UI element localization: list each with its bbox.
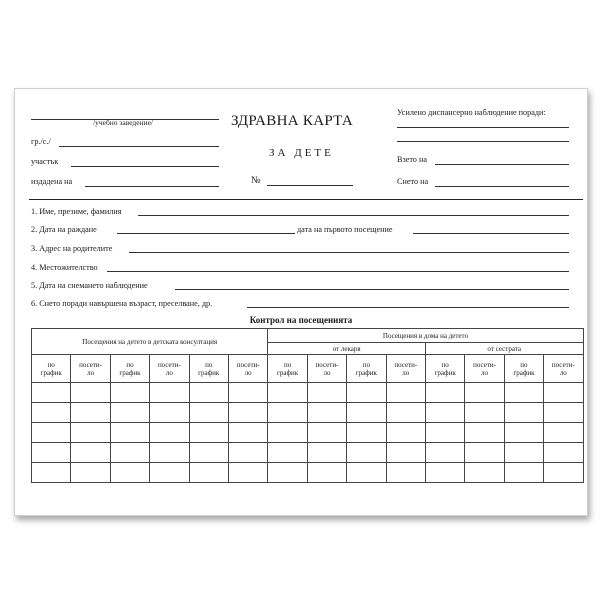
- table-cell[interactable]: [71, 383, 110, 403]
- table-cell[interactable]: [504, 403, 543, 423]
- table-cell[interactable]: [425, 443, 464, 463]
- table-cell[interactable]: [544, 423, 583, 443]
- table-cell[interactable]: [504, 383, 543, 403]
- table-cell[interactable]: [71, 443, 110, 463]
- table-cell[interactable]: [386, 423, 425, 443]
- table-cell[interactable]: [32, 443, 71, 463]
- table-cell[interactable]: [307, 463, 346, 483]
- institution-caption: /учебно заведение/: [93, 118, 154, 127]
- subheader-row: [32, 355, 584, 383]
- table-cell[interactable]: [32, 423, 71, 443]
- table-cell[interactable]: [425, 463, 464, 483]
- table-cell[interactable]: [386, 463, 425, 483]
- table-cell[interactable]: [268, 463, 307, 483]
- table-cell[interactable]: [71, 463, 110, 483]
- table-cell[interactable]: [110, 423, 149, 443]
- table-cell[interactable]: [307, 423, 346, 443]
- district-line[interactable]: [71, 166, 219, 167]
- number-line[interactable]: [267, 185, 353, 186]
- table-cell[interactable]: [544, 443, 583, 463]
- table-row: [32, 463, 584, 483]
- col-scheduled: по график: [347, 355, 386, 383]
- visit-rows: [32, 383, 584, 483]
- field-removal-date-label: 5. Дата на снемането наблюдение: [31, 281, 148, 290]
- table-cell[interactable]: [189, 403, 228, 423]
- field-first-visit-label: дата на първото посещение: [297, 225, 393, 234]
- table-cell[interactable]: [425, 403, 464, 423]
- table-row: [32, 403, 584, 423]
- field-address-label: 3. Адрес на родителите: [31, 244, 113, 253]
- table-cell[interactable]: [150, 463, 189, 483]
- table-cell[interactable]: [307, 443, 346, 463]
- field-residence-line[interactable]: [107, 271, 569, 272]
- dispanser-line-1[interactable]: [397, 127, 569, 128]
- table-row: [32, 443, 584, 463]
- field-removal-date-line[interactable]: [175, 289, 569, 290]
- field-first-visit-line[interactable]: [413, 233, 569, 234]
- field-address-line[interactable]: [129, 252, 569, 253]
- table-cell[interactable]: [228, 383, 267, 403]
- table-cell[interactable]: [189, 423, 228, 443]
- col-visited: посети- ло: [228, 355, 267, 383]
- col-visited: посети- ло: [544, 355, 583, 383]
- table-cell[interactable]: [71, 423, 110, 443]
- table-cell[interactable]: [386, 403, 425, 423]
- table-cell[interactable]: [228, 463, 267, 483]
- table-cell[interactable]: [465, 463, 504, 483]
- table-cell[interactable]: [347, 403, 386, 423]
- table-cell[interactable]: [150, 443, 189, 463]
- col-scheduled: по график: [32, 355, 71, 383]
- table-cell[interactable]: [347, 443, 386, 463]
- issued-line[interactable]: [85, 186, 219, 187]
- field-name-label: 1. Име, презиме, фамилия: [31, 207, 122, 216]
- number-label: №: [251, 175, 261, 186]
- table-cell[interactable]: [544, 403, 583, 423]
- doctor-visits-header: от лекаря: [268, 343, 426, 355]
- table-cell[interactable]: [268, 443, 307, 463]
- table-cell[interactable]: [386, 443, 425, 463]
- field-residence-label: 4. Местожителство: [31, 263, 98, 272]
- table-cell[interactable]: [504, 463, 543, 483]
- dispanser-label: Усилено диспансерно наблюдение поради:: [397, 108, 546, 117]
- field-birthdate-line[interactable]: [117, 233, 295, 234]
- table-cell[interactable]: [504, 443, 543, 463]
- table-cell[interactable]: [110, 383, 149, 403]
- table-cell[interactable]: [71, 403, 110, 423]
- taken-label: Взето на: [397, 155, 427, 164]
- consult-visits-header: Посещения на детето в детската консултация: [32, 329, 268, 355]
- table-cell[interactable]: [425, 423, 464, 443]
- dispanser-line-2[interactable]: [397, 141, 569, 142]
- removed-line[interactable]: [435, 186, 569, 187]
- table-cell[interactable]: [465, 383, 504, 403]
- table-cell[interactable]: [110, 403, 149, 423]
- table-row: [32, 383, 584, 403]
- col-visited: посети- ло: [71, 355, 110, 383]
- table-cell[interactable]: [307, 383, 346, 403]
- table-cell[interactable]: [268, 383, 307, 403]
- col-visited: посети- ло: [465, 355, 504, 383]
- col-scheduled: по график: [110, 355, 149, 383]
- taken-line[interactable]: [435, 164, 569, 165]
- table-cell[interactable]: [228, 443, 267, 463]
- col-visited: посети- ло: [307, 355, 346, 383]
- table-cell[interactable]: [150, 403, 189, 423]
- city-label: гр./с./: [31, 137, 51, 146]
- nurse-visits-header: от сестрата: [425, 343, 583, 355]
- table-cell[interactable]: [110, 443, 149, 463]
- table-cell[interactable]: [189, 383, 228, 403]
- table-cell[interactable]: [32, 383, 71, 403]
- col-scheduled: по график: [268, 355, 307, 383]
- removed-label: Снето на: [397, 177, 429, 186]
- visits-table-caption: Контрол на посещенията: [249, 315, 353, 325]
- table-cell[interactable]: [504, 423, 543, 443]
- table-cell[interactable]: [425, 383, 464, 403]
- district-label: участък: [31, 157, 59, 166]
- table-cell[interactable]: [544, 463, 583, 483]
- table-cell[interactable]: [347, 423, 386, 443]
- col-scheduled: по график: [425, 355, 464, 383]
- table-cell[interactable]: [228, 423, 267, 443]
- city-line[interactable]: [59, 146, 219, 147]
- field-name-line[interactable]: [138, 215, 569, 216]
- table-cell[interactable]: [150, 383, 189, 403]
- col-visited: посети- ло: [386, 355, 425, 383]
- col-scheduled: по график: [189, 355, 228, 383]
- table-cell[interactable]: [386, 383, 425, 403]
- table-cell[interactable]: [347, 383, 386, 403]
- table-cell[interactable]: [268, 423, 307, 443]
- table-cell[interactable]: [110, 463, 149, 483]
- table-cell[interactable]: [228, 403, 267, 423]
- table-cell[interactable]: [465, 443, 504, 463]
- table-cell[interactable]: [32, 463, 71, 483]
- issued-label: издадена на: [31, 177, 73, 186]
- field-removal-reason-line[interactable]: [247, 307, 569, 308]
- table-cell[interactable]: [465, 403, 504, 423]
- table-cell[interactable]: [32, 403, 71, 423]
- table-cell[interactable]: [544, 383, 583, 403]
- field-birthdate-label: 2. Дата на раждане: [31, 225, 97, 234]
- col-scheduled: по график: [504, 355, 543, 383]
- card-title: ЗДРАВНА КАРТА: [231, 113, 354, 129]
- table-cell[interactable]: [150, 423, 189, 443]
- table-cell[interactable]: [268, 403, 307, 423]
- table-row: [32, 423, 584, 443]
- table-cell[interactable]: [307, 403, 346, 423]
- card-subtitle: ЗА ДЕТЕ: [269, 147, 334, 159]
- table-cell[interactable]: [189, 443, 228, 463]
- home-visits-header: Посещения в дома на детето: [268, 329, 583, 343]
- header-separator: [29, 199, 583, 200]
- health-card-form: [14, 88, 588, 516]
- col-visited: посети- ло: [150, 355, 189, 383]
- field-removal-reason-label: 6. Снето поради навършена възраст, преселване, др.: [31, 299, 213, 308]
- visits-table: [31, 328, 584, 483]
- table-cell[interactable]: [189, 463, 228, 483]
- table-cell[interactable]: [347, 463, 386, 483]
- table-cell[interactable]: [465, 423, 504, 443]
